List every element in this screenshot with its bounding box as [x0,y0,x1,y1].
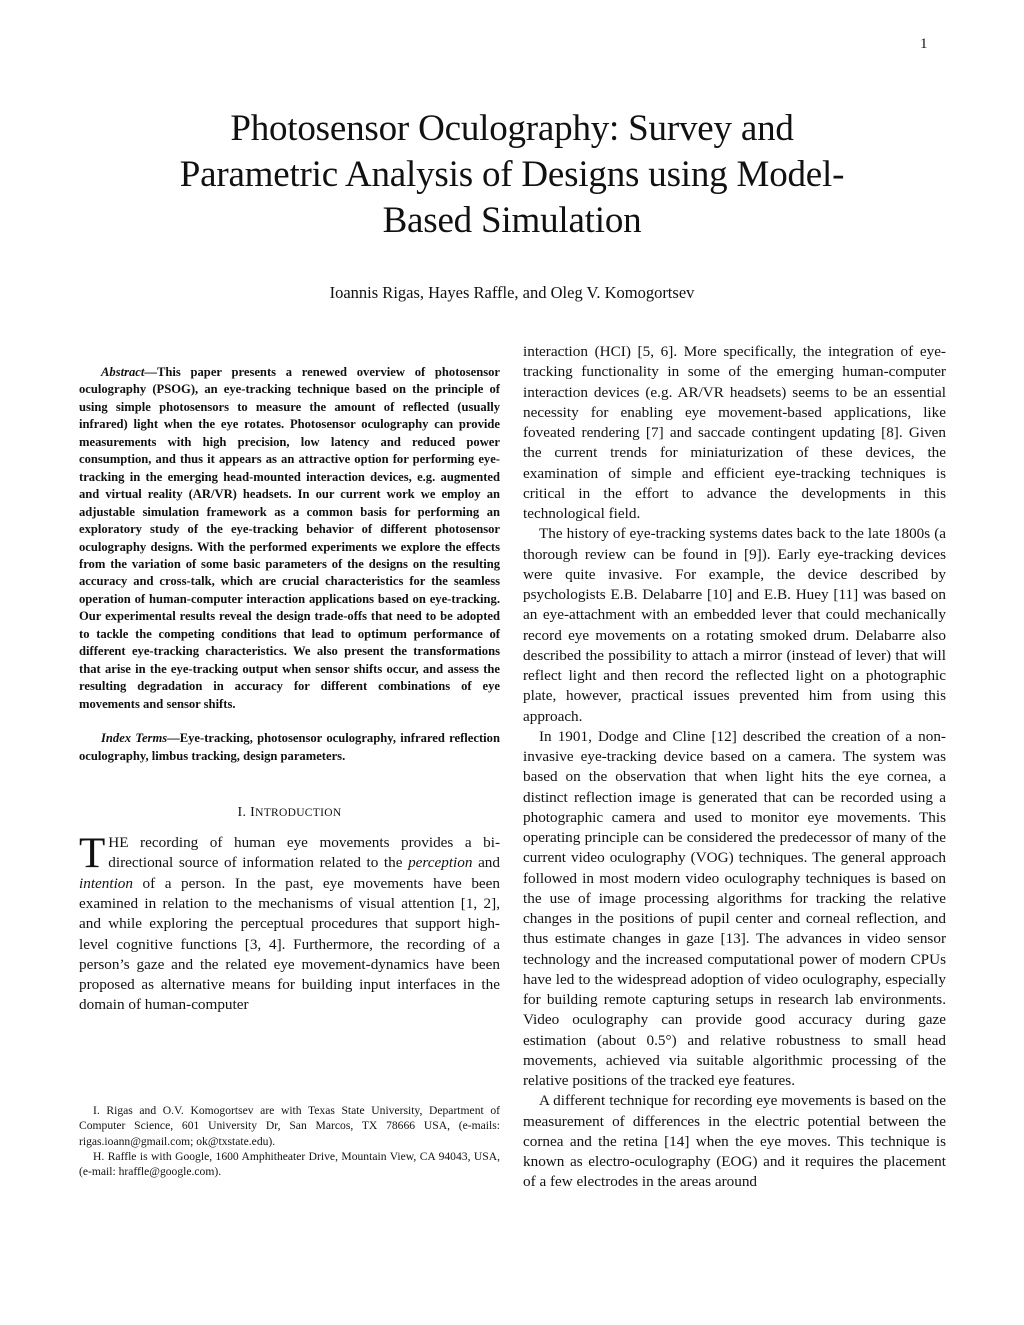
intro-emphasis-perception: perception [408,854,473,872]
abstract-text: —This paper presents a renewed overview of photosensor oculography (PSOG), an eye-tracking technique based on the principle of using simple photosensors to measure the amount of reflected (usually infrared) light when the eye rotates. Photosensor oculography can provide measurements with high precision, low latency and reduced power consumption, and thus it appears as an attractive option for performing eye-tracking in the emerging head-mounted interaction devices, e.g. augmented and virtual reality (AR/VR) headsets. In our current work we employ an adjustable simulation framework as a common basis for performing an exploratory study of the eye-tracking behavior of different photosensor oculography designs. With the performed experiments we explore the effects from the variation of some basic parameters of the designs on the resulting accuracy and cross-talk, which are crucial characteristics for the seamless operation of human-computer interaction applications based on eye-tracking. Our experimental results reveal the design trade-offs that need to be adopted to tackle the competing conditions that lead to optimum performance of different eye-tracking characteristics. We also present the transformations that arise in the eye-tracking output when sensor shifts occur, and assess the resulting degradation in accuracy for different combinations of eye movements and sensor shifts. [79,365,500,711]
section-title-initial: I [250,805,256,821]
right-paragraph-4: A different technique for recording eye movements is based on the measurement of differences in the electric potential between the cornea and the retina [14] when the eye moves. This technique is known as electro-oculography (EOG) and it requires the placement of a few electrodes in the areas around [523,1092,946,1191]
footnotes [79,1103,500,1179]
intro-emphasis-intention: intention [79,874,133,892]
drop-cap: T [79,830,106,878]
abstract [79,364,500,713]
right-paragraph-2: The history of eye-tracking systems dates back to the late 1800s (a thorough review can be found in [9]). Early eye-tracking devices were quite invasive. For example, the device described by psychologists E.B. Delabarre [10] and E.B. Huey [11] was based on an eye-attachment with an embedded lever that could mechanically record eye movements on a rotating smoked drum. Delabarre also described the possibility to attach a mirror (instead of lever) that will reflect light and then record the reflected light on a photographic plate, however, practical issues prevented him from using this approach. [523,525,946,725]
left-column [79,364,500,1016]
intro-text-a: HE recording of human eye movements provides a bi-directional source of information related to the [108,834,500,872]
section-heading-introduction [79,805,500,821]
right-column [523,342,946,1193]
index-terms [79,730,500,765]
introduction-paragraph [79,830,500,1016]
abstract-label: Abstract [101,365,145,379]
footnote-affiliation-2: H. Raffle is with Google, 1600 Amphitheater Drive, Mountain View, CA 94043, USA, (e-mail: hraffle@google.com). [79,1149,500,1179]
right-paragraph-1: interaction (HCI) [5, 6]. More specifically, the integration of eye-tracking functionality in some of the emerging human-computer interaction devices (e.g. AR/VR headsets) seems to be an essential necessity for enabling eye movement-based applications, like foveated rendering [7] and saccade contingent updating [8]. Given the current trends for miniaturization of these devices, the examination of simple and efficient eye-tracking techniques is critical in the effort to advance the developments in this technological field. [523,343,946,522]
footnote-affiliation-1: I. Rigas and O.V. Komogortsev are with Texas State University, Department of Computer Science, 601 University Dr, San Marcos, TX 78666 USA, (e-mails: rigas.ioann@gmail.com; ok@txstate.edu). [79,1104,500,1148]
intro-text-c: of a person. In the past, eye movements have been examined in relation to the mechanisms of visual attention [1, 2], and while exploring the perceptual procedures that support high-level cognitive functions [3, 4]. Furthermore, the recording of a person’s gaze and the related eye movement-dynamics have been proposed as alternative means for building input interfaces in the domain of human-computer [79,874,500,1014]
right-paragraph-3: In 1901, Dodge and Cline [12] described the creation of a non-invasive eye-tracking device based on a camera. The system was based on the observation that when light hits the eye cornea, a distinct reflection image is generated that can be recorded using a photographic camera and used to monitor eye movements. This operating principle can be considered the predecessor of many of the current video oculography (VOG) techniques. The general approach followed in most modern video oculography techniques is based on the use of image processing algorithms for tracking the relative changes in the positions of pupil center and corneal reflection, and thus estimate changes in gaze [13]. The advances in video sensor technology and the increased computational power of modern CPUs have led to the widespread adoption of video oculography, especially for building remote capturing setups in research lab environments. Video oculography can provide good accuracy during gaze estimation (about 0.5°) and relative robustness to small head movements, achieved via suitable algorithmic processing of the relative positions of the tracked eye features. [523,727,946,1089]
section-title-rest: NTRODUCTION [255,807,342,820]
intro-text-b: and [472,854,500,872]
page-number: 1 [920,36,928,52]
paper-title: Photosensor Oculography: Survey and Parametric Analysis of Designs using Model- Based Simulation [179,108,845,241]
index-terms-label: Index Terms [101,731,168,746]
section-numeral: I. [237,805,247,821]
author-list: Ioannis Rigas, Hayes Raffle, and Oleg V. Komogortsev [329,283,695,302]
index-terms-text: —Eye-tracking, photosensor oculography, infrared reflection oculography, limbus tracking, design parameters. [79,731,500,763]
